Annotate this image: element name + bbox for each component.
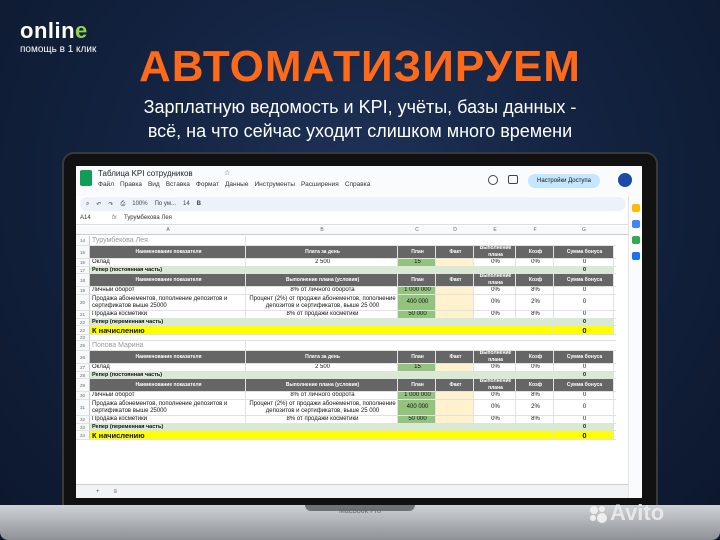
table-row xyxy=(76,351,616,364)
cell-g[interactable]: 0 xyxy=(554,364,614,371)
keep-icon[interactable] xyxy=(632,204,640,212)
cell-e[interactable]: 0% xyxy=(474,295,516,310)
cell-d[interactable] xyxy=(436,259,474,266)
cell-d[interactable] xyxy=(436,295,474,310)
cell-e[interactable]: 0% xyxy=(474,364,516,371)
row-number[interactable]: 26 xyxy=(76,351,90,363)
table-row xyxy=(76,379,616,392)
cell-f[interactable]: Коэф xyxy=(516,379,554,391)
cell-e[interactable]: 0% xyxy=(474,400,516,415)
row-number[interactable]: 31 xyxy=(76,400,90,415)
menu-item[interactable]: Формат xyxy=(195,181,219,188)
row-number[interactable]: 28 xyxy=(76,372,90,378)
cell-b[interactable]: Плата за день xyxy=(246,246,398,258)
cell-a[interactable]: Репер (переменная часть) xyxy=(90,319,554,325)
cell-a[interactable]: Личный оборот xyxy=(90,392,246,399)
menu-bar xyxy=(98,181,370,188)
row-number[interactable]: 23 xyxy=(76,335,90,340)
table-row xyxy=(76,295,616,311)
table-row xyxy=(76,267,616,274)
cell-c[interactable]: 15 xyxy=(398,364,436,371)
avatar[interactable] xyxy=(618,173,632,187)
cell-a[interactable]: К начислению xyxy=(90,431,554,439)
row-number[interactable]: 20 xyxy=(76,295,90,310)
row-number[interactable]: 16 xyxy=(76,259,90,266)
cell-b[interactable]: 8% от личного оборота xyxy=(246,287,398,294)
cell-f[interactable]: 2% xyxy=(516,400,554,415)
cell-e[interactable]: 0% xyxy=(474,392,516,399)
laptop-label: MacBook Pro xyxy=(338,508,382,515)
avito-logo-icon xyxy=(588,504,608,524)
row-number[interactable]: 30 xyxy=(76,392,90,399)
menu-item[interactable]: Расширения xyxy=(301,181,339,188)
cell-e[interactable]: 0% xyxy=(474,416,516,423)
row-number[interactable]: 27 xyxy=(76,364,90,371)
table-row xyxy=(76,246,616,259)
column-header[interactable]: F xyxy=(533,227,537,233)
table-row xyxy=(76,392,616,400)
menu-item[interactable]: Вставка xyxy=(165,181,190,188)
cell-a[interactable]: Продажа косметики xyxy=(90,416,246,423)
cell-d[interactable] xyxy=(436,392,474,399)
table-row xyxy=(76,274,616,287)
cell-f[interactable]: Коэф xyxy=(516,351,554,363)
undo-icon[interactable]: ↶ xyxy=(96,201,102,208)
cell-b[interactable]: 8% от личного оборота xyxy=(246,392,398,399)
cell-c[interactable]: 1 000 000 xyxy=(398,392,436,399)
cell-c[interactable]: 50 000 xyxy=(398,311,436,318)
cell-e[interactable]: Выполнение плана xyxy=(474,274,516,286)
cell-g[interactable]: Сумма бонуса xyxy=(554,274,614,286)
cell-g[interactable]: 0 xyxy=(554,392,614,399)
formula-bar xyxy=(76,213,628,225)
brand-name: online xyxy=(20,18,88,43)
cell-b[interactable]: Выполнение плана (условия) xyxy=(246,274,398,286)
cell-f[interactable]: 8% xyxy=(516,392,554,399)
cell-e[interactable]: 0% xyxy=(474,287,516,294)
cell-c[interactable]: План xyxy=(398,351,436,363)
cell-e[interactable]: Выполнение плана xyxy=(474,351,516,363)
history-icon[interactable] xyxy=(488,175,498,185)
table-row xyxy=(76,311,616,319)
cell-g[interactable]: 0 xyxy=(554,287,614,294)
cell-f[interactable]: 0% xyxy=(516,364,554,371)
menu-item[interactable]: Файл xyxy=(98,181,114,188)
cell-a[interactable]: Репер (постоянная часть) xyxy=(90,267,554,273)
row-number[interactable]: 15 xyxy=(76,246,90,258)
cell-a[interactable]: Личный оборот xyxy=(90,287,246,294)
cell-a[interactable]: Продажа косметики xyxy=(90,311,246,318)
cell-g[interactable]: 0 xyxy=(554,267,614,273)
table-row xyxy=(76,400,616,416)
side-panel xyxy=(628,196,642,498)
brand-tagline: помощь в 1 клик xyxy=(20,44,97,55)
row-number[interactable]: 22 xyxy=(76,326,90,334)
cell-a[interactable]: Репер (переменная часть) xyxy=(90,424,554,430)
cell-g[interactable]: 0 xyxy=(554,424,614,430)
cell-c[interactable]: 15 xyxy=(398,259,436,266)
row-number[interactable]: 25 xyxy=(76,341,90,350)
search-menu-icon[interactable]: ⌕ xyxy=(86,200,90,207)
cell-c[interactable]: 50 000 xyxy=(398,416,436,423)
toolbar xyxy=(80,197,626,211)
cell-g[interactable]: 0 xyxy=(554,295,614,310)
cell-g[interactable]: 0 xyxy=(554,326,614,334)
sheets-topbar xyxy=(76,166,642,196)
cell-e[interactable]: 0% xyxy=(474,259,516,266)
cell-g[interactable]: 0 xyxy=(554,400,614,415)
cell-a[interactable]: Наименование показателя xyxy=(90,246,246,258)
cell-c[interactable]: План xyxy=(398,274,436,286)
cell-e[interactable]: 0% xyxy=(474,311,516,318)
cell-d[interactable] xyxy=(436,364,474,371)
cell-d[interactable]: Факт xyxy=(436,379,474,391)
column-header[interactable]: C xyxy=(415,227,419,233)
cell-b[interactable]: Выполнение плана (условия) xyxy=(246,379,398,391)
cell-g[interactable]: Сумма бонуса xyxy=(554,379,614,391)
cell-g[interactable]: 0 xyxy=(554,431,614,439)
cell-d[interactable] xyxy=(436,287,474,294)
print-icon[interactable]: ⎙ xyxy=(120,200,126,207)
cell-a[interactable]: Продажа абонементов, пополнение депозитов и сертификатов выше 25000 xyxy=(90,295,246,310)
cell-f[interactable]: Коэф xyxy=(516,274,554,286)
table-row xyxy=(76,424,616,431)
fx-icon: fx xyxy=(112,215,117,221)
row-number[interactable]: 14 xyxy=(76,236,90,245)
cell-g[interactable]: Сумма бонуса xyxy=(554,246,614,258)
share-button[interactable]: Настройки Доступа xyxy=(528,174,600,188)
subheadline: Зарплатную ведомость и KPI, учёты, базы данных - всё, на что сейчас уходит слишком много времени xyxy=(143,97,577,141)
menu-item[interactable]: Вид xyxy=(147,181,160,188)
column-headers xyxy=(76,226,628,235)
cell-c[interactable]: 1 000 000 xyxy=(398,287,436,294)
redo-icon[interactable]: ↷ xyxy=(108,201,114,208)
cell-b[interactable]: 2 500 xyxy=(246,259,398,266)
cell-a[interactable]: Продажа абонементов, пополнение депозитов и сертификатов выше 25000 xyxy=(90,400,246,415)
cell-f[interactable]: 8% xyxy=(516,311,554,318)
menu-item[interactable]: Инструменты xyxy=(254,181,295,188)
table-row xyxy=(76,259,616,267)
menu-item[interactable]: Справка xyxy=(344,181,371,188)
cell-e[interactable]: Выполнение плана xyxy=(474,246,516,258)
cell-g[interactable]: 0 xyxy=(554,319,614,325)
row-number[interactable]: 32 xyxy=(76,416,90,423)
cell-b[interactable]: Процент (2%) от продажи абонементов, пополнение депозитов и сертификатов, выше 25 000 xyxy=(246,400,398,415)
cell-a[interactable]: Наименование показателя xyxy=(90,351,246,363)
row-number[interactable]: 22 xyxy=(76,319,90,325)
cell-d[interactable] xyxy=(436,311,474,318)
cell-d[interactable] xyxy=(436,416,474,423)
cell-f[interactable]: 2% xyxy=(516,295,554,310)
sheets-logo-icon[interactable] xyxy=(80,170,92,186)
menu-item[interactable]: Правка xyxy=(119,181,142,188)
menu-item[interactable]: Данные xyxy=(224,181,249,188)
sheet-list-icon[interactable]: ≡ xyxy=(113,488,118,495)
cell-c[interactable]: План xyxy=(398,379,436,391)
row-number[interactable]: 21 xyxy=(76,311,90,318)
add-sheet-icon[interactable]: + xyxy=(96,488,100,495)
document-title[interactable]: Таблица KPI сотрудников xyxy=(98,169,193,178)
cell-d[interactable]: Факт xyxy=(436,274,474,286)
cell-a[interactable]: Оклад xyxy=(90,364,246,371)
cell-g[interactable]: 0 xyxy=(554,416,614,423)
cell-f[interactable]: 8% xyxy=(516,287,554,294)
watermark: Avito xyxy=(610,500,665,525)
cell-g[interactable]: Сумма бонуса xyxy=(554,351,614,363)
cell-a[interactable]: К начислению xyxy=(90,326,554,334)
column-header[interactable]: B xyxy=(320,227,324,233)
formula-input[interactable]: Турумбекова Лея xyxy=(124,215,172,221)
cell-a[interactable]: Наименование показателя xyxy=(90,274,246,286)
cell-b[interactable]: 8% от продажи косметики xyxy=(246,311,398,318)
table-row xyxy=(76,416,616,424)
cell-g[interactable]: 0 xyxy=(554,259,614,266)
star-icon[interactable]: ☆ xyxy=(224,170,231,177)
spreadsheet-window xyxy=(76,166,642,498)
cell-b[interactable]: Процент (2%) от продажи абонементов, пополнение депозитов и сертификатов, выше 25 000 xyxy=(246,295,398,310)
comments-icon[interactable] xyxy=(508,175,518,184)
bold-button[interactable]: B xyxy=(196,201,202,207)
cell-b[interactable]: 8% от продажи косметики xyxy=(246,416,398,423)
cell-a[interactable]: Наименование показателя xyxy=(90,379,246,391)
table-row xyxy=(76,364,616,372)
cell-g[interactable]: 0 xyxy=(554,372,614,378)
cell-f[interactable]: Коэф xyxy=(516,246,554,258)
cell-a[interactable]: Турумбекова Лея xyxy=(90,236,246,245)
column-header[interactable]: A xyxy=(166,227,170,233)
cell-a[interactable]: Репер (постоянная часть) xyxy=(90,372,554,378)
row-number[interactable]: 17 xyxy=(76,267,90,273)
cell-d[interactable]: Факт xyxy=(436,351,474,363)
row-number[interactable]: 18 xyxy=(76,274,90,286)
cell-b[interactable]: 2 500 xyxy=(246,364,398,371)
headline: АВТОМАТИЗИРУЕМ xyxy=(139,42,581,91)
row-number[interactable]: 19 xyxy=(76,287,90,294)
column-header[interactable]: D xyxy=(453,227,457,233)
row-number[interactable]: 29 xyxy=(76,379,90,391)
cell-a[interactable]: Оклад xyxy=(90,259,246,266)
table-row xyxy=(76,431,616,440)
table-row xyxy=(76,319,616,326)
cell-g[interactable]: 0 xyxy=(554,311,614,318)
cell-reference[interactable]: A14 xyxy=(80,215,91,221)
table-row xyxy=(76,341,616,351)
maps-icon[interactable] xyxy=(632,236,640,244)
cell-c[interactable]: План xyxy=(398,246,436,258)
table-row xyxy=(76,236,616,246)
tasks-icon[interactable] xyxy=(632,220,640,228)
row-number[interactable]: 34 xyxy=(76,431,90,439)
font-size-input[interactable]: 14 xyxy=(182,201,190,207)
zoom-select[interactable]: 100% xyxy=(132,201,148,207)
cell-f[interactable]: 8% xyxy=(516,416,554,423)
cell-c[interactable]: 400 000 xyxy=(398,400,436,415)
table-row xyxy=(76,372,616,379)
column-header[interactable]: E xyxy=(493,227,497,233)
cell-a[interactable]: Попова Марина xyxy=(90,341,246,350)
cell-f[interactable]: 0% xyxy=(516,259,554,266)
cell-e[interactable]: Выполнение плана xyxy=(474,379,516,391)
cell-c[interactable]: 400 000 xyxy=(398,295,436,310)
table-row xyxy=(76,287,616,295)
cell-b[interactable]: Плата за день xyxy=(246,351,398,363)
table-row xyxy=(76,326,616,335)
row-number[interactable]: 33 xyxy=(76,424,90,430)
cell-d[interactable]: Факт xyxy=(436,246,474,258)
column-header[interactable]: G xyxy=(582,227,586,233)
font-select[interactable]: По ум... xyxy=(154,201,176,207)
cell-d[interactable] xyxy=(436,400,474,415)
contacts-icon[interactable] xyxy=(632,252,640,260)
sheet-tabs xyxy=(76,484,628,498)
